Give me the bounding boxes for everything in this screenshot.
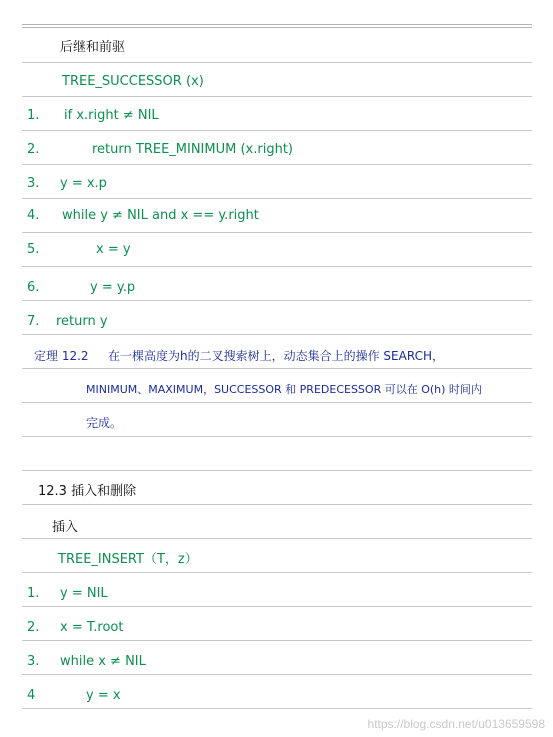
ruled-line — [22, 96, 532, 97]
ruled-line — [22, 572, 532, 573]
code-line: while y ≠ NIL and x == y.right — [62, 208, 259, 223]
ruled-line — [22, 164, 532, 165]
line-number: 7. — [27, 314, 40, 329]
theorem-text-line3: 完成。 — [86, 416, 123, 430]
code-line: y = x.p — [60, 176, 107, 191]
line-number: 3. — [27, 176, 40, 191]
code-line: return y — [56, 314, 108, 329]
line-number: 5. — [27, 242, 40, 257]
ruled-line — [22, 674, 532, 675]
line-number: 3. — [27, 654, 40, 669]
ruled-line — [22, 504, 532, 505]
ruled-line — [22, 266, 532, 267]
code-line: x = T.root — [60, 620, 124, 635]
ruled-line — [22, 470, 532, 471]
line-number: 2. — [27, 142, 40, 157]
section-title-successor-predecessor: 后继和前驱 — [60, 40, 126, 55]
line-number: 2. — [27, 620, 40, 635]
code-line: return TREE_MINIMUM (x.right) — [92, 142, 293, 157]
line-number: 4. — [27, 208, 40, 223]
theorem-text-line2: MINIMUM、MAXIMUM，SUCCESSOR 和 PREDECESSOR 可以在 O(h) 时间内 — [86, 383, 482, 396]
line-number: 4 — [27, 688, 36, 703]
line-number: 1. — [27, 586, 40, 601]
line-number: 1. — [27, 108, 40, 123]
ruled-line — [22, 368, 532, 369]
ruled-line — [22, 198, 532, 199]
section-title-insert-delete: 12.3 插入和删除 — [38, 484, 137, 499]
code-line: if x.right ≠ NIL — [64, 108, 159, 123]
page-top-rule-2 — [22, 27, 532, 28]
ruled-line — [22, 402, 532, 403]
code-line: y = y.p — [90, 280, 136, 295]
ruled-line — [22, 708, 532, 709]
code-line: x = y — [96, 242, 131, 257]
ruled-line — [22, 640, 532, 641]
code-line: while x ≠ NIL — [60, 654, 146, 669]
ruled-line — [22, 62, 532, 63]
ruled-line — [22, 436, 532, 437]
csdn-watermark: https://blog.csdn.net/u013659598 — [367, 717, 545, 731]
ruled-line — [22, 606, 532, 607]
ruled-line — [22, 232, 532, 233]
code-line: y = NIL — [60, 586, 108, 601]
tree-successor-signature: TREE_SUCCESSOR (x) — [62, 74, 204, 89]
ruled-line — [22, 538, 532, 539]
page-top-rule — [22, 24, 532, 25]
code-line: y = x — [86, 688, 121, 703]
ruled-line — [22, 334, 532, 335]
line-number: 6. — [27, 280, 40, 295]
subsection-title-insert: 插入 — [52, 520, 79, 535]
tree-insert-signature: TREE_INSERT（T，z） — [58, 552, 198, 567]
ruled-line — [22, 300, 532, 301]
theorem-text-line1: 在一棵高度为h的二叉搜索树上，动态集合上的操作 SEARCH， — [108, 349, 444, 363]
theorem-label: 定理 12.2 — [34, 349, 89, 363]
ruled-line — [22, 130, 532, 131]
